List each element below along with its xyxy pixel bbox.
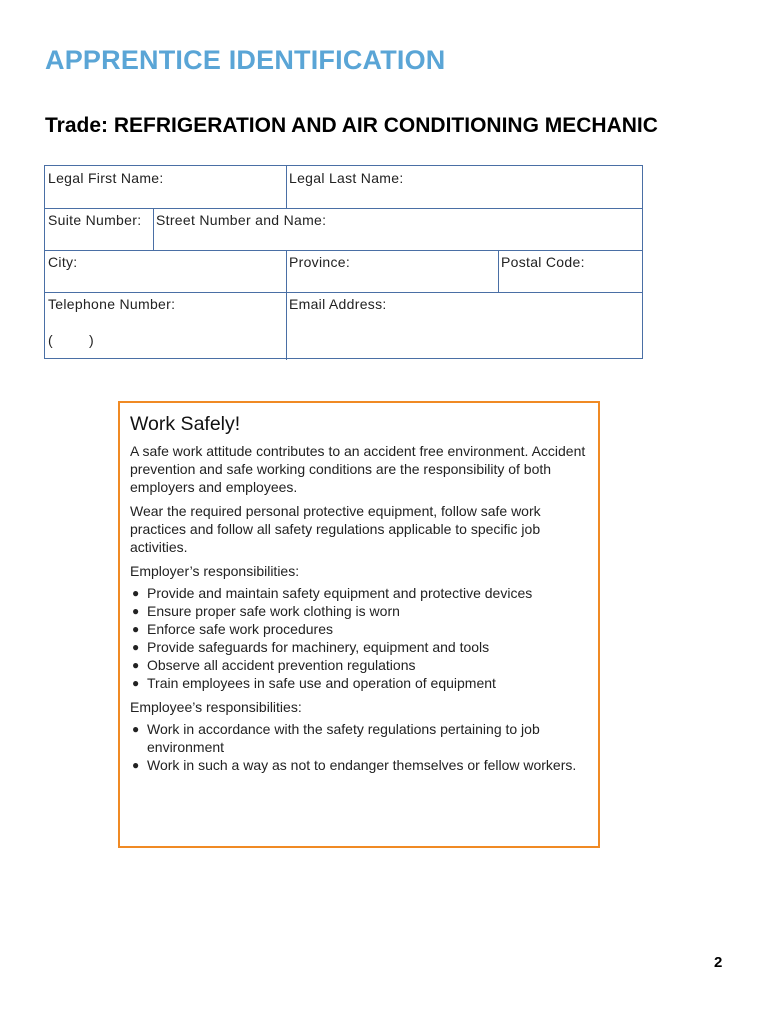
suite-number-field[interactable] bbox=[45, 208, 153, 250]
postal-code-field[interactable] bbox=[498, 250, 642, 292]
page-title: APPRENTICE IDENTIFICATION bbox=[45, 45, 446, 75]
city-field[interactable] bbox=[45, 250, 286, 292]
bullet-icon: ● bbox=[132, 676, 140, 690]
email-label: Email Address: bbox=[289, 296, 387, 312]
list-item: ● Work in such a way as not to endanger themselves or fellow workers. bbox=[132, 757, 577, 773]
last-name-label: Legal Last Name: bbox=[289, 170, 404, 186]
bullet-icon: ● bbox=[132, 758, 140, 772]
safety-heading: Work Safely! bbox=[130, 413, 241, 435]
employee-heading: Employee’s responsibilities: bbox=[130, 699, 302, 715]
employer-heading: Employer’s responsibilities: bbox=[130, 563, 300, 579]
bullet-icon: ● bbox=[132, 622, 140, 636]
city-label: City: bbox=[48, 254, 78, 270]
list-item: ● Work in accordance with the safety regulations pertaining to job environment bbox=[132, 721, 540, 755]
work-safely-box bbox=[118, 401, 600, 848]
employee-list bbox=[130, 720, 588, 774]
bullet-icon: ● bbox=[132, 640, 140, 654]
bullet-icon: ● bbox=[132, 658, 140, 672]
bullet-icon: ● bbox=[132, 604, 140, 618]
bullet-icon: ● bbox=[132, 722, 140, 736]
telephone-label: Telephone Number: bbox=[48, 296, 176, 312]
bullet-icon: ● bbox=[132, 586, 140, 600]
list-item: ● Provide and maintain safety equipment and protective devices bbox=[132, 585, 533, 601]
province-label: Province: bbox=[289, 254, 351, 270]
list-item: ● Train employees in safe use and operation of equipment bbox=[132, 675, 496, 691]
page-number: 2 bbox=[714, 954, 723, 971]
province-field[interactable] bbox=[286, 250, 498, 292]
area-code-close: ) bbox=[89, 332, 94, 348]
last-name-field[interactable] bbox=[286, 166, 642, 208]
telephone-field[interactable] bbox=[45, 292, 286, 360]
street-label: Street Number and Name: bbox=[156, 212, 327, 228]
suite-number-label: Suite Number: bbox=[48, 212, 142, 228]
trade-heading: Trade: REFRIGERATION AND AIR CONDITIONING MECHANIC bbox=[45, 114, 658, 137]
area-code-open: ( bbox=[48, 332, 53, 348]
list-item: ● Ensure proper safe work clothing is worn bbox=[132, 603, 400, 619]
list-item: ● Provide safeguards for machinery, equipment and tools bbox=[132, 639, 490, 655]
email-field[interactable] bbox=[286, 292, 642, 360]
postal-code-label: Postal Code: bbox=[501, 254, 585, 270]
employer-list bbox=[130, 584, 588, 692]
safety-paragraph: A safe work attitude contributes to an accident free environment. Accident prevention and safe working conditions are the responsibility of both employers and employees. bbox=[130, 443, 586, 495]
list-item: ● Enforce safe work procedures bbox=[132, 621, 333, 637]
safety-paragraph: Wear the required personal protective equipment, follow safe work practices and follow all safety regulations applicable to specific job activities. bbox=[130, 503, 541, 555]
street-field[interactable] bbox=[153, 208, 642, 250]
list-item: ● Observe all accident prevention regulations bbox=[132, 657, 416, 673]
first-name-field[interactable] bbox=[45, 166, 286, 208]
identification-form bbox=[44, 165, 643, 359]
first-name-label: Legal First Name: bbox=[48, 170, 164, 186]
